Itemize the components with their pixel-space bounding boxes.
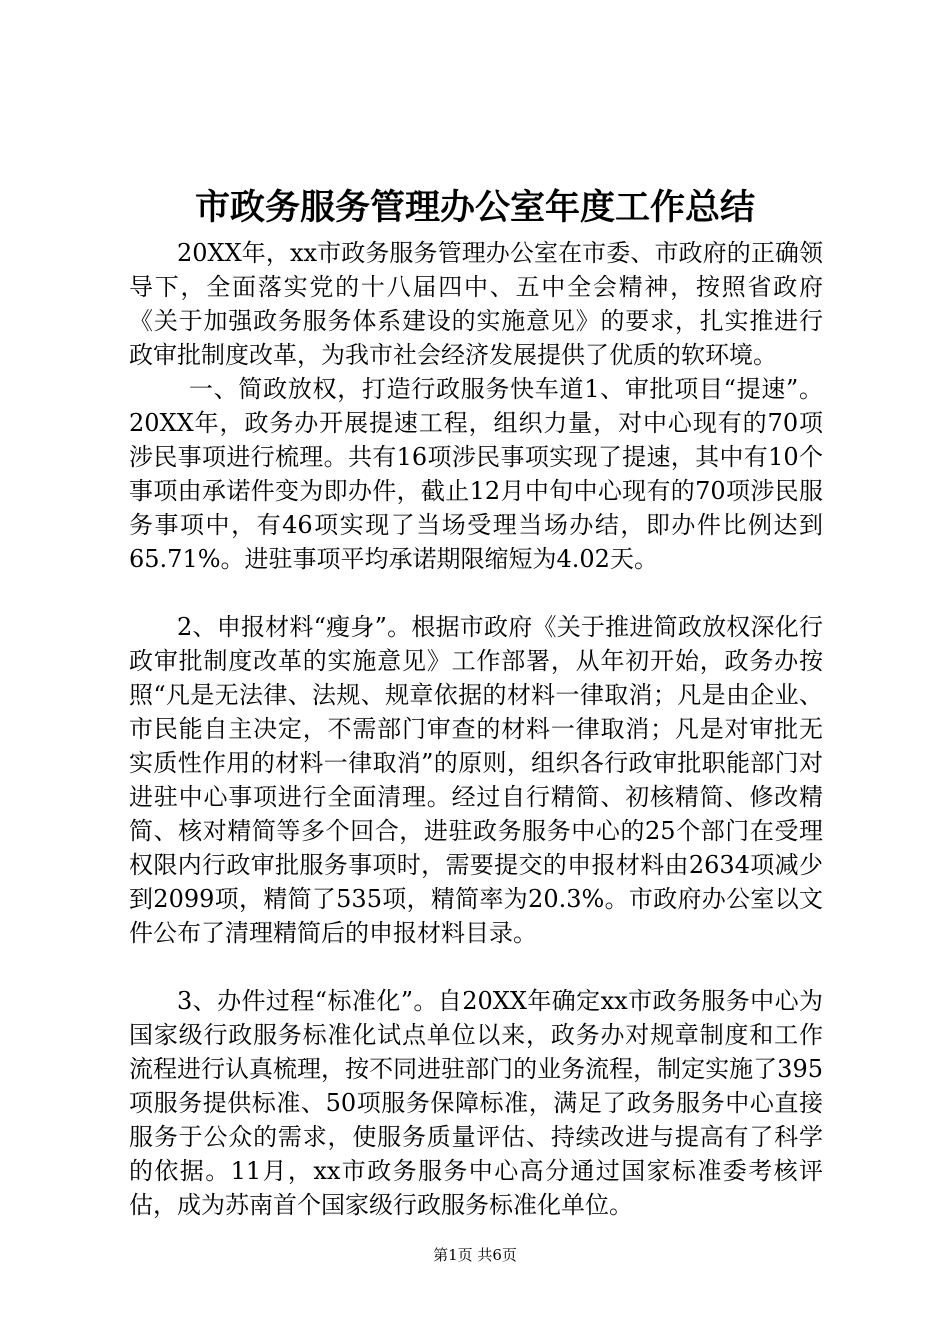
page-number-footer: 第1页 共6页 — [433, 1246, 517, 1264]
paragraph-intro: 20XX年，xx市政务服务管理办公室在市委、市政府的正确领导下，全面落实党的十八届四中、五中全会精神，按照省政府《关于加强政务服务体系建设的实施意见》的要求，扎实推进行政审批制度改革，为我市社会经济发展提供了优质的软环境。 — [129, 239, 823, 369]
document-title: 市政务服务管理办公室年度工作总结 — [194, 187, 755, 228]
document-body — [129, 236, 823, 1222]
paragraph-section-2: 2、申报材料“瘦身”。根据市政府《关于推进简政放权深化行政审批制度改革的实施意见》工作部署，从年初开始，政务办按照“凡是无法律、法规、规章依据的材料一律取消；凡是由企业、市民能自主决定，不需部门审查的材料一律取消；凡是对审批无实质性作用的材料一律取消”的原则，组织各行政审批职能部门对进驻中心事项进行全面清理。经过自行精简、初核精简、修改精简、核对精简等多个回合，进驻政务服务中心的25个部门在受理权限内行政审批服务事项时，需要提交的申报材料由2634项减少到2099项，精简了535项，精简率为20.3%。市政府办公室以文件公布了清理精简后的申报材料目录。 — [129, 613, 823, 947]
paragraph-section-3: 3、办件过程“标准化”。自20XX年确定xx市政务服务中心为国家级行政服务标准化试点单位以来，政务办对规章制度和工作流程进行认真梳理，按不同进驻部门的业务流程，制定实施了395项服务提供标准、50项服务保障标准，满足了政务服务中心直接服务于公众的需求，使服务质量评估、持续改进与提高有了科学的依据。11月，xx市政务服务中心高分通过国家标准委考核评估，成为苏南首个国家级行政服务标准化单位。 — [129, 987, 823, 1219]
paragraph-section-1: 一、简政放权，打造行政服务快车道1、审批项目“提速”。20XX年，政务办开展提速工程，组织力量，对中心现有的70项涉民事项进行梳理。共有16项涉民事项实现了提速，其中有10个事项由承诺件变为即办件，截止12月中旬中心现有的70项涉民服务事项中，有46项实现了当场受理当场办结，即办件比例达到65.71%。进驻事项平均承诺期限缩短为4.02天。 — [129, 375, 823, 573]
